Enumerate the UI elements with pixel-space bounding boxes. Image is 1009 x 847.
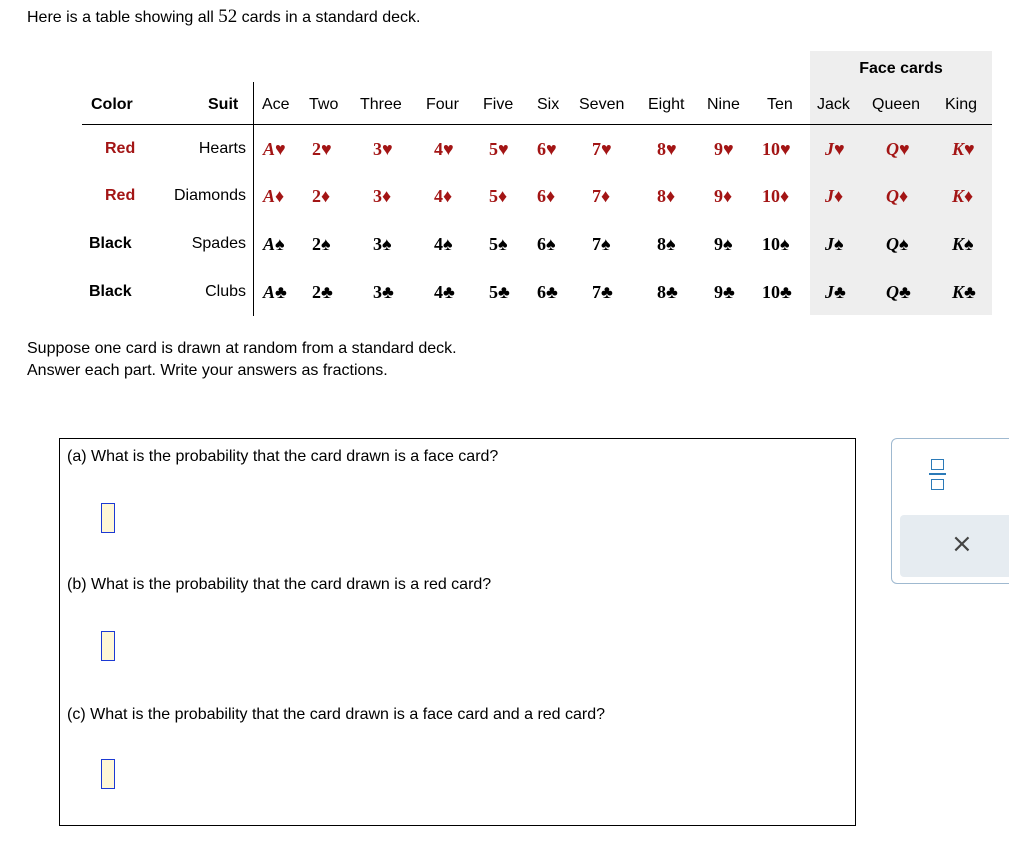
card: 8♣ [657,282,678,302]
card: 7♥ [592,139,612,159]
question-c-text: (c) What is the probability that the card drawn is a face card and a red card? [67,706,606,723]
card: Q♣ [886,282,911,302]
card: 6♣ [537,282,558,302]
card: 6♠ [537,234,556,254]
card: 5♣ [489,282,510,302]
rank-header: Ace [262,96,290,113]
card: J♣ [825,282,846,302]
prompt-line: Suppose one card is drawn at random from a standard deck. [27,340,457,357]
card: 3♠ [373,234,392,254]
card: 4♣ [434,282,455,302]
math-tool-panel [891,438,1009,584]
card: 9♥ [714,139,734,159]
rank-header: Three [360,96,402,113]
card: A♥ [263,139,286,159]
card: 10♦ [762,186,790,206]
clear-button[interactable] [900,515,1009,577]
intro-before: Here is a table showing all [27,9,219,26]
row-suit: Spades [191,235,246,252]
card: 7♠ [592,234,611,254]
card: 3♣ [373,282,394,302]
card: A♣ [263,282,287,302]
row-suit: Hearts [198,140,246,157]
card: 10♠ [762,234,790,254]
card: 2♥ [312,139,332,159]
rank-header: Jack [817,96,850,113]
card: 4♥ [434,139,454,159]
card: 8♠ [657,234,676,254]
rank-header: King [945,96,978,113]
question-panel [59,438,856,826]
card: Q♥ [886,139,910,159]
card: 3♥ [373,139,393,159]
card: K♦ [952,186,974,206]
card: 8♥ [657,139,677,159]
card: A♦ [263,186,285,206]
row-color: Red [105,140,136,157]
card: J♠ [825,234,844,254]
rank-header: Queen [872,96,921,113]
row-suit: Diamonds [173,187,246,204]
problem-prompt [27,338,457,382]
row-color: Black [89,235,132,252]
face-cards-highlight [810,51,992,315]
card: 2♠ [312,234,331,254]
question-b-text: (b) What is the probability that the card drawn is a red card? [67,576,492,593]
card: K♥ [952,139,975,159]
intro-number: 52 [218,6,238,27]
card: 5♠ [489,234,508,254]
card: 2♦ [312,186,331,206]
close-icon: × [951,529,973,559]
prompt-line: Answer each part. Write your answers as fractions. [27,362,388,379]
rank-header: Two [309,96,339,113]
card: Q♠ [886,234,909,254]
card: 7♦ [592,186,611,206]
rank-header: Six [537,96,560,113]
card: K♠ [952,234,974,254]
card: J♦ [825,186,844,206]
header-divider [82,124,992,125]
question-a-text: (a) What is the probability that the card drawn is a face card? [67,448,499,465]
card: 6♦ [537,186,556,206]
suit-divider [253,82,254,316]
suit-header: Suit [208,96,239,113]
face-cards-label: Face cards [859,60,943,77]
answer-input-c[interactable] [101,759,115,789]
row-suit: Clubs [205,283,246,300]
rank-header: Five [483,96,514,113]
fraction-button[interactable] [926,455,950,495]
rank-header: Eight [648,96,685,113]
card: 4♠ [434,234,453,254]
card: Q♦ [886,186,909,206]
card: 9♣ [714,282,735,302]
rank-header: Four [426,96,459,113]
card: 9♠ [714,234,733,254]
card: 10♥ [762,139,791,159]
row-color: Black [89,283,132,300]
intro-after: cards in a standard deck. [237,9,421,26]
rank-header: Nine [707,96,740,113]
card: 5♦ [489,186,508,206]
card: 3♦ [373,186,392,206]
answer-input-a[interactable] [101,503,115,533]
answer-input-b[interactable] [101,631,115,661]
card: 7♣ [592,282,613,302]
card: 5♥ [489,139,509,159]
rank-header: Seven [579,96,625,113]
card: 6♥ [537,139,557,159]
card: 9♦ [714,186,733,206]
card: 4♦ [434,186,453,206]
card: 8♦ [657,186,676,206]
color-header: Color [91,96,133,113]
row-color: Red [105,187,136,204]
rank-header: Ten [767,96,793,113]
card: A♠ [263,234,285,254]
card: 10♣ [762,282,792,302]
intro-text [27,6,420,28]
card: K♣ [952,282,976,302]
card: J♥ [825,139,845,159]
card: 2♣ [312,282,333,302]
